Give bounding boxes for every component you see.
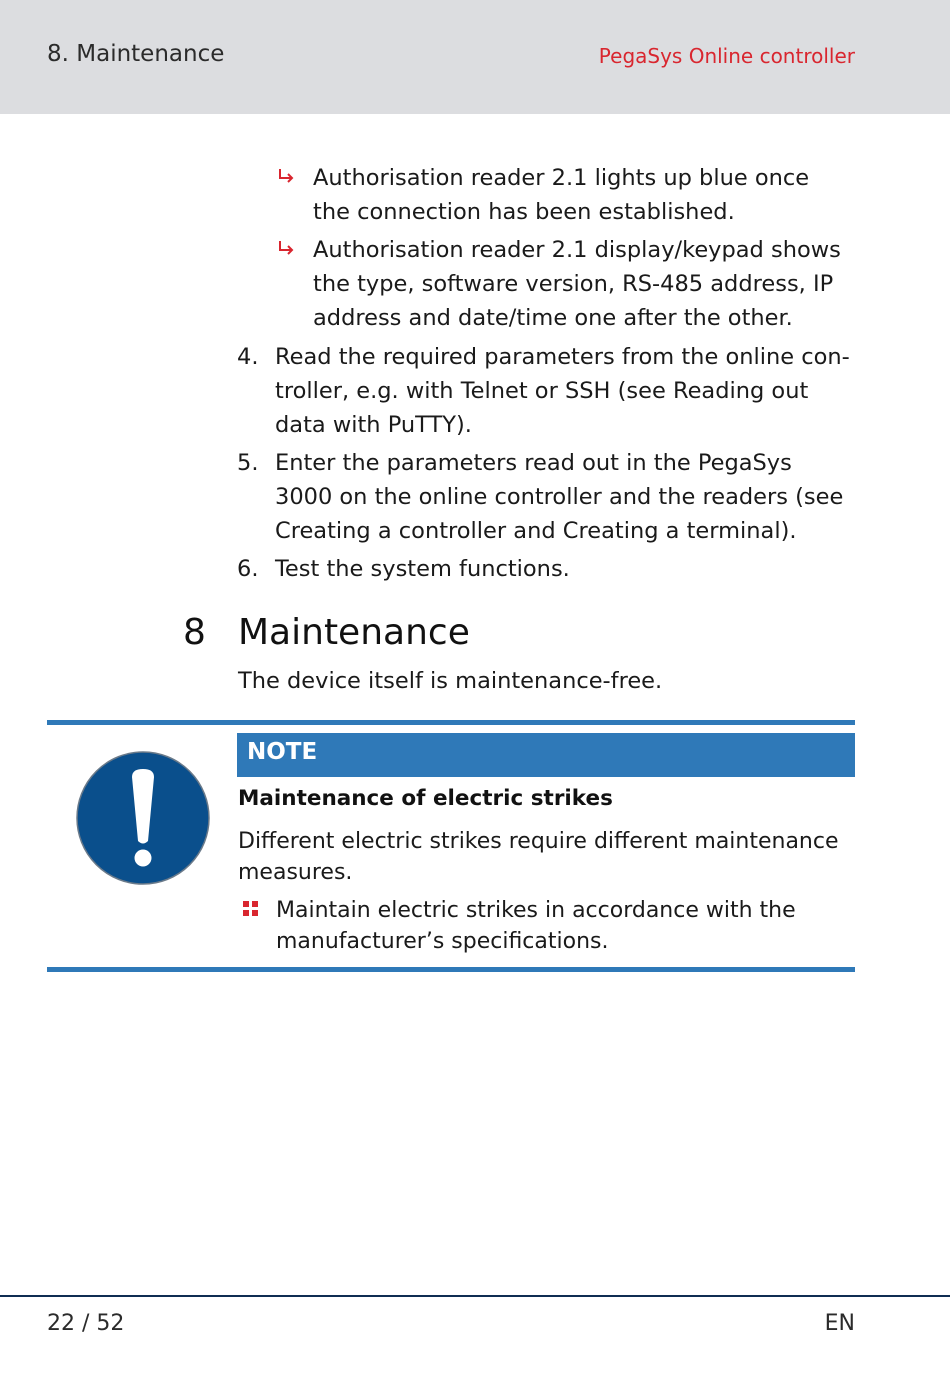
result-text: Authorisation reader 2.1 display/keypad shows the type, software version, RS-485 address, IP address and date/time one after the other.: [313, 237, 841, 331]
note-bullet-text: Maintain electric strikes in accordance with the manufacturer’s specifications.: [276, 898, 796, 954]
note-label: NOTE: [247, 739, 318, 765]
page-header: [0, 0, 950, 114]
step-number: 5.: [237, 450, 259, 476]
exclamation-icon: [76, 751, 210, 885]
header-product-name: PegaSys Online controller: [598, 44, 855, 68]
note-bottom-rule: [47, 967, 855, 972]
result-arrow-icon: [276, 161, 298, 191]
step-text: Enter the parameters read out in the PegaSys 3000 on the online controller and the readers (see Creating a controller and Creating a terminal).: [275, 450, 844, 544]
result-text: Authorisation reader 2.1 lights up blue once the connection has been established.: [313, 165, 810, 225]
section-title: Maintenance: [238, 612, 470, 653]
step-text: Test the system functions.: [275, 556, 570, 582]
note-label-bar: [237, 733, 855, 777]
section-body: The device itself is maintenance-free.: [238, 668, 663, 694]
step-number: 4.: [237, 344, 259, 370]
page-number: 22 / 52: [47, 1311, 125, 1336]
footer-rule: [0, 1295, 950, 1297]
step-text: Read the required parameters from the online con-troller, e.g. with Telnet or SSH (see Reading out data with PuTTY).: [275, 344, 850, 438]
step-number: 6.: [237, 556, 259, 582]
header-section-title: 8. Maintenance: [47, 41, 225, 67]
note-top-rule: [47, 720, 855, 725]
note-bullet-label: Maintain electric strikes in accordance with the manufacturer’s specifications: [276, 898, 796, 954]
result-arrow-icon: [276, 233, 298, 263]
note-body: Different electric strikes require different maintenance measures.: [238, 829, 839, 885]
note-heading: Maintenance of electric strikes: [238, 786, 613, 811]
language-code: EN: [824, 1311, 855, 1336]
section-number: 8: [183, 612, 206, 653]
bullet-icon: [243, 901, 259, 917]
